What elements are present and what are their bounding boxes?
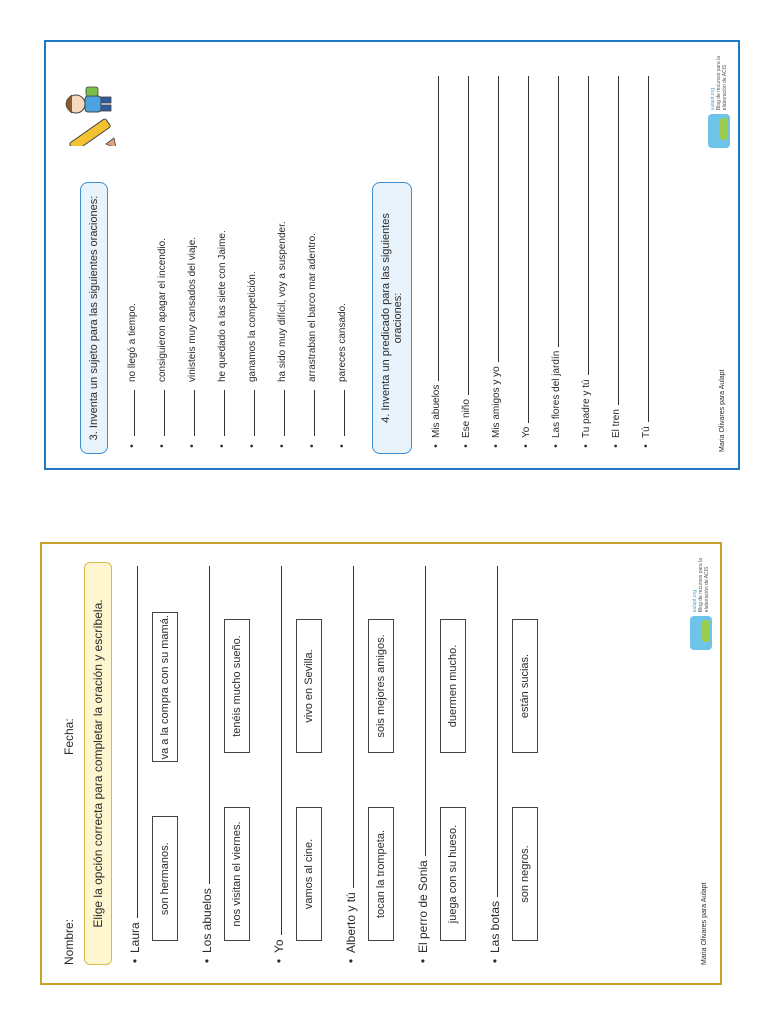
subject-text: El perro de Sonia xyxy=(416,860,430,953)
answer-blank[interactable] xyxy=(224,390,225,436)
list-item xyxy=(272,56,288,454)
sentence-text: pareces cansado. xyxy=(337,303,348,382)
footer-credit: Maria Olivares para Aulapt xyxy=(719,369,726,452)
bullet-icon: • xyxy=(272,958,286,964)
bullet-icon: • xyxy=(521,444,532,448)
subject-text: Alberto y tú xyxy=(344,892,358,953)
list-item xyxy=(636,56,652,454)
section4-list xyxy=(426,56,652,454)
bullet-icon: • xyxy=(416,958,430,964)
subject-text: El tren xyxy=(611,409,622,438)
name-date-header xyxy=(62,558,76,965)
bullet-icon: • xyxy=(551,444,562,448)
option-box: tenéis mucho sueño. xyxy=(224,619,250,753)
list-item xyxy=(182,56,198,454)
subject-text: Yo xyxy=(272,939,286,953)
bullet-icon: • xyxy=(128,958,142,964)
subject-text: Los abuelos xyxy=(200,888,214,953)
answer-blank[interactable] xyxy=(284,390,285,436)
list-item xyxy=(606,56,622,454)
list-item xyxy=(486,56,502,454)
list-item xyxy=(576,56,592,454)
bullet-icon: • xyxy=(337,444,348,448)
exercise-item xyxy=(482,558,538,969)
list-item xyxy=(242,56,258,454)
aulapt-logo xyxy=(690,558,712,650)
subject-text: Yo xyxy=(521,426,532,438)
bullet-icon: • xyxy=(217,444,228,448)
answer-line[interactable] xyxy=(438,76,439,381)
answer-blank[interactable] xyxy=(344,390,345,436)
bullet-icon: • xyxy=(277,444,288,448)
option-box: son negros. xyxy=(512,807,538,941)
aulapt-logo-icon xyxy=(690,616,712,650)
bullet-icon: • xyxy=(461,444,472,448)
sentence-text: ha sido muy difícil, voy a suspender. xyxy=(277,221,288,382)
answer-blank[interactable] xyxy=(194,390,195,436)
subject-text: Tu padre y tú xyxy=(581,379,592,438)
option-box: vivo en Sevilla. xyxy=(296,619,322,753)
option-box: va a la compra con su mamá. xyxy=(152,612,178,763)
bullet-icon: • xyxy=(200,958,214,964)
list-item xyxy=(426,56,442,454)
worksheet-left-content xyxy=(42,544,720,983)
exercise-item xyxy=(410,558,466,969)
aulapt-logo xyxy=(708,56,730,148)
exercise-item xyxy=(122,558,178,969)
section3-list xyxy=(122,56,348,454)
answer-line[interactable] xyxy=(353,566,354,888)
logo-tagline-2: elaboración de ACIS xyxy=(722,64,728,111)
answer-line[interactable] xyxy=(497,566,498,897)
option-box: vamos al cine. xyxy=(296,807,322,941)
bullet-icon: • xyxy=(187,444,198,448)
logo-url: aulapt.org xyxy=(692,589,698,613)
list-item xyxy=(302,56,318,454)
subject-text: Las botas xyxy=(488,900,502,953)
bullet-icon: • xyxy=(344,958,358,964)
bullet-icon: • xyxy=(488,958,502,964)
bullet-icon: • xyxy=(491,444,502,448)
exercise-item xyxy=(194,558,250,969)
subject-text: Tú xyxy=(641,426,652,438)
answer-blank[interactable] xyxy=(134,390,135,436)
sentence-text: he quedado a las siete con Jaime. xyxy=(217,230,228,382)
bullet-icon: • xyxy=(641,444,652,448)
answer-line[interactable] xyxy=(209,566,210,884)
answer-line[interactable] xyxy=(425,566,426,856)
bullet-icon: • xyxy=(127,444,138,448)
option-box: juega con su hueso. xyxy=(440,807,466,941)
list-item xyxy=(546,56,562,454)
bullet-icon: • xyxy=(581,444,592,448)
option-box: duermen mucho. xyxy=(440,619,466,753)
answer-line[interactable] xyxy=(558,76,559,347)
answer-blank[interactable] xyxy=(314,390,315,436)
list-item xyxy=(456,56,472,454)
sentence-text: vinisteis muy cansados del viaje. xyxy=(187,236,198,382)
subject-text: Las flores del jardín xyxy=(551,350,562,438)
footer-credit: Maria Olivares para Aulapt xyxy=(701,882,708,965)
answer-line[interactable] xyxy=(618,76,619,405)
answer-line[interactable] xyxy=(468,76,469,395)
answer-blank[interactable] xyxy=(254,390,255,436)
bullet-icon: • xyxy=(431,444,442,448)
instruction-box: Elige la opción correcta para completar la oración y escríbela. xyxy=(84,562,112,965)
bullet-icon: • xyxy=(307,444,318,448)
list-item xyxy=(122,56,138,454)
subject-text: Mis abuelos xyxy=(431,384,442,438)
answer-line[interactable] xyxy=(648,76,649,422)
section4-title: 4. Inventa un predicado para las siguientes oraciones: xyxy=(372,182,412,454)
list-item xyxy=(332,56,348,454)
bullet-icon: • xyxy=(157,444,168,448)
section3-title: 3. Inventa un sujeto para las siguientes oraciones: xyxy=(80,182,108,454)
date-label: Fecha: xyxy=(62,718,76,755)
sentence-text: consiguieron apagar el incendio. xyxy=(157,238,168,382)
sentence-text: no llegó a tiempo. xyxy=(127,303,138,382)
logo-url: aulapt.org xyxy=(710,87,716,111)
answer-line[interactable] xyxy=(498,76,499,362)
option-box: sois mejores amigos. xyxy=(368,619,394,753)
option-box: nos visitan el viernes. xyxy=(224,807,250,941)
option-box: son hermanos. xyxy=(152,817,178,942)
answer-line[interactable] xyxy=(137,566,138,918)
worksheet-left xyxy=(40,542,722,985)
sentence-text: ganamos la competición. xyxy=(247,271,258,382)
answer-line[interactable] xyxy=(588,76,589,375)
list-item xyxy=(212,56,228,454)
name-label: Nombre: xyxy=(62,918,76,965)
option-box: están sucias. xyxy=(512,619,538,753)
option-box: tocan la trompeta. xyxy=(368,807,394,941)
bullet-icon: • xyxy=(247,444,258,448)
sentence-text: arrastraban el barco mar adentro. xyxy=(307,233,318,382)
logo-tagline-1: Blog de recursos para la xyxy=(698,558,704,613)
subject-text: Ese niño xyxy=(461,399,472,438)
logo-tagline-2: elaboración de ACIS xyxy=(704,566,710,613)
exercise-item xyxy=(266,558,322,969)
exercise-item xyxy=(338,558,394,969)
bullet-icon: • xyxy=(611,444,622,448)
list-item xyxy=(152,56,168,454)
logo-tagline-1: Blog de recursos para la xyxy=(716,56,722,111)
list-item xyxy=(516,56,532,454)
aulapt-logo-icon xyxy=(708,114,730,148)
worksheet-right-content xyxy=(46,42,738,468)
pencil-kid-illustration-icon xyxy=(58,76,118,146)
answer-blank[interactable] xyxy=(164,390,165,436)
subject-text: Mis amigos y yo xyxy=(491,366,502,438)
subject-text: Laura xyxy=(128,922,142,953)
answer-line[interactable] xyxy=(528,76,529,423)
answer-line[interactable] xyxy=(281,566,282,935)
worksheet-right xyxy=(44,40,740,470)
